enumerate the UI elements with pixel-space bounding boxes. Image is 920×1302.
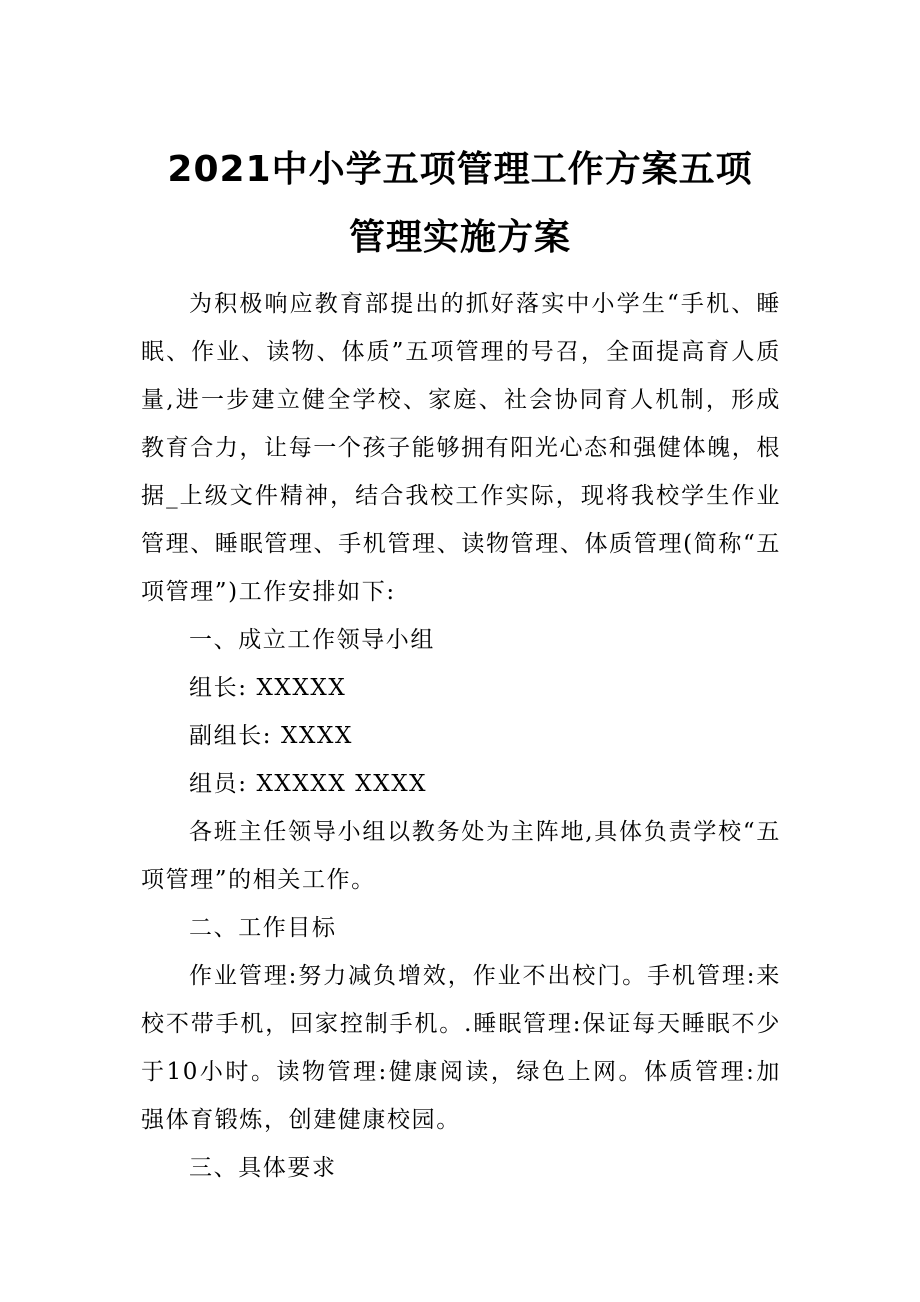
paragraph-responsibility: 各班主任领导小组以教务处为主阵地,具体负责学校“五项管理”的相关工作。 xyxy=(141,819,781,893)
paragraph-members: 组员: XXXXX XXXX xyxy=(189,771,428,797)
paragraph-goals: 作业管理:努力减负增效，作业不出校门。手机管理:来校不带手机，回家控制手机。.睡眠管理:保证每天睡眠不少于10小时。读物管理:健康阅读，绿色上网。体质管理:加强体育锻炼，创建健康校园。 xyxy=(141,963,781,1133)
heading-section-1: 一、成立工作领导小组 xyxy=(189,627,435,653)
document-title-line-1: 2021中小学五项管理工作方案五项 xyxy=(167,149,753,190)
paragraph-deputy-leader: 副组长: XXXX xyxy=(189,723,353,749)
document-body xyxy=(141,280,781,1192)
heading-section-2: 二、工作目标 xyxy=(189,915,337,941)
document-title-line-2: 管理实施方案 xyxy=(348,217,571,258)
heading-section-3: 三、具体要求 xyxy=(189,1155,337,1181)
paragraph-intro: 为积极响应教育部提出的抓好落实中小学生“手机、睡眠、作业、读物、体质”五项管理的号召，全面提高育人质量,进一步建立健全学校、家庭、社会协同育人机制，形成教育合力，让每一个孩子能够拥有阳光心态和强健体魄，根据_上级文件精神，结合我校工作实际，现将我校学生作业管理、睡眠管理、手机管理、读物管理、体质管理(简称“五项管理”)工作安排如下: xyxy=(141,291,781,605)
paragraph-leader: 组长: XXXXX xyxy=(189,675,347,701)
